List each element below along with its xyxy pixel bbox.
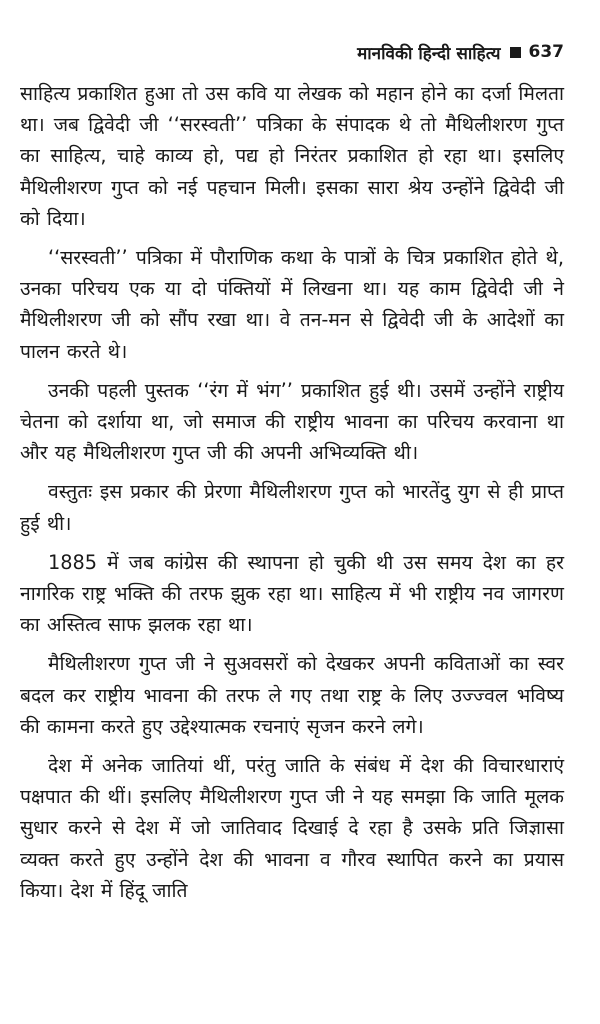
- paragraph-5: 1885 में जब कांग्रेस की स्थापना हो चुकी थी उस समय देश का हर नागरिक राष्ट्र भक्ति की तरफ झुक रहा था। साहित्य में भी राष्ट्रीय नव जागरण का अस्तित्व साफ झलक रहा था।: [20, 550, 564, 637]
- paragraph-4: वस्तुतः इस प्रकार की प्रेरणा मैथिलीशरण गुप्त को भारतेंदु युग से ही प्राप्त हुई थी।: [20, 480, 564, 535]
- square-bullet-icon: [510, 47, 521, 58]
- paragraph-7: देश में अनेक जातियां थीं, परंतु जाति के संबंध में देश की विचारधाराएं पक्षपात की थीं। इसलिए मैथिलीशरण गुप्त जी ने यह समझा कि जाति मूलक सुधार करने से देश में जो जातिवाद दिखाई दे रहा है उसके प्रति जिज्ञासा व्यक्त करते हुए उन्होंने देश की भावना व गौरव स्थापित करने का प्रयास किया। देश में हिंदू जाति: [20, 754, 564, 902]
- paragraph-6: मैथिलीशरण गुप्त जी ने सुअवसरों को देखकर अपनी कविताओं का स्वर बदल कर राष्ट्रीय भावना की तरफ ले गए तथा राष्ट्र के लिए उज्ज्वल भविष्य की कामना करते हुए उद्देश्यात्मक रचनाएं सृजन करने लगे।: [20, 652, 564, 738]
- paragraph-3: उनकी पहली पुस्तक ‘‘रंग में भंग’’ प्रकाशित हुई थी। उसमें उन्होंने राष्ट्रीय चेतना को दर्शाया था, जो समाज की राष्ट्रीय भावना का परिचय करवाना था और यह मैथिलीशरण गुप्त जी की अपनी अभिव्यक्ति थी।: [20, 378, 564, 465]
- running-header-title: मानविकी हिन्दी साहित्य: [357, 43, 501, 64]
- running-header: [20, 34, 564, 70]
- paragraph-1: साहित्य प्रकाशित हुआ तो उस कवि या लेखक को महान होने का दर्जा मिलता था। जब द्विवेदी जी ‘‘सरस्वती’’ पत्रिका के संपादक थे तो मैथिलीशरण गुप्त का साहित्य, चाहे काव्य हो, पद्य हो निरंतर प्रकाशित हो रहा था। इसलिए मैथिलीशरण गुप्त को नई पहचान मिली। इसका सारा श्रेय उन्होंने द्विवेदी जी को दिया।: [20, 82, 564, 230]
- body-text: [20, 78, 564, 906]
- paragraph-2: ‘‘सरस्वती’’ पत्रिका में पौराणिक कथा के पात्रों के चित्र प्रकाशित होते थे, उनका परिचय एक या दो पंक्तियों में लिखना था। यह काम द्विवेदी जी ने मैथिलीशरण जी को सौंप रखा था। वे तन-मन से द्विवेदी जी के आदेशों का पालन करते थे।: [20, 246, 564, 363]
- page-number: 637: [528, 42, 564, 62]
